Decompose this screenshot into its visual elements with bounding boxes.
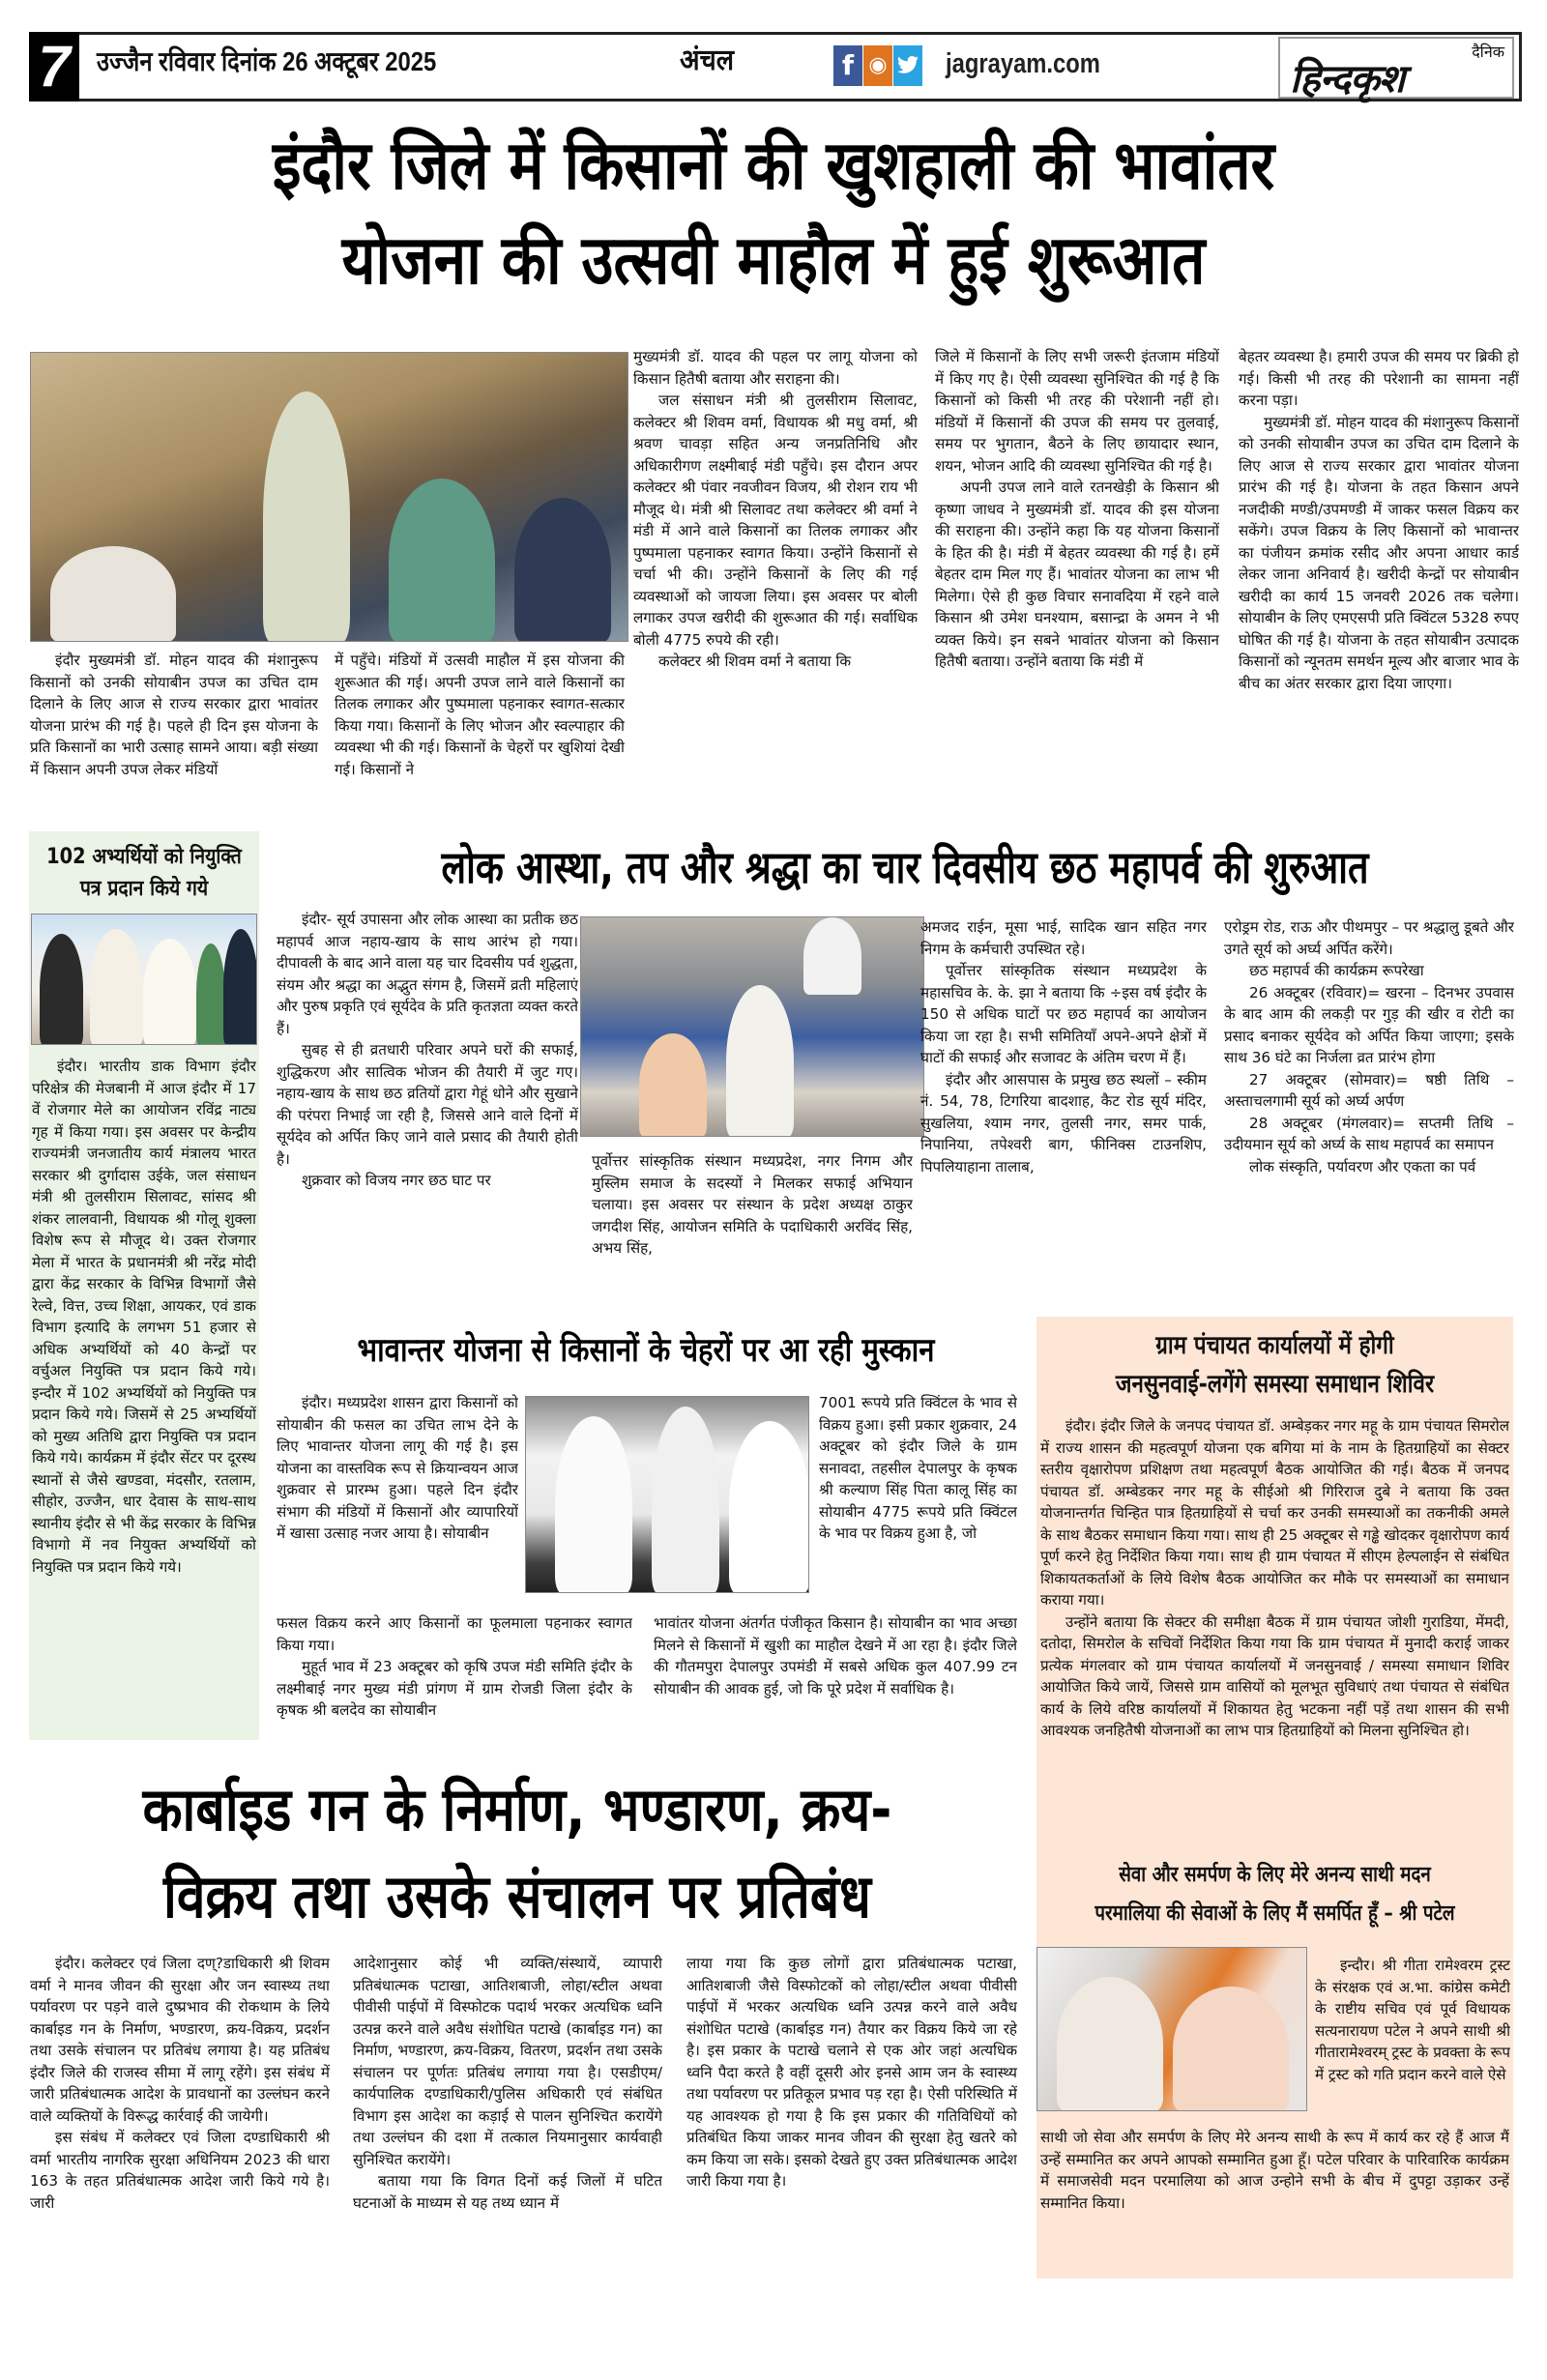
patel-side-text: इन्दौर। श्री गीता रामेश्वरम ट्रस्ट के संरक्षक एवं अ.भा. कांग्रेस कमेटी के राष्टीय सचिव एवं पूर्व विधायक सत्यनारायण पटेल ने अपने साथी श्री गीतारामेश्वरम् ट्रस्ट के प्रवक्ता के रूप में ट्रस्ट को गति प्रदान करने वाले ऐसे bbox=[1315, 1957, 1510, 2083]
rozgar-body: इंदौर। भारतीय डाक विभाग इंदौर परिक्षेत्र की मेजबानी में आज इंदौर में 17 वें रोजगार मेले का आयोजन रविंद्र नाट्य गृह में किया गया। इस अवसर पर केन्द्रीय राज्यमंत्री जनजातीय कार्य मंत्रालय भारत सरकार श्री दुर्गादास उईके, जल संसाधन मंत्री श्री तुलसीराम सिलावट, सांसद श्री शंकर लालवानी, विधायक श्री गोलू शुक्ला विशेष रूप से मौजूद थे। उक्त रोजगार मेला में भारत के प्रधानमंत्री श्री नरेंद्र मोदी द्वारा केंद्र सरकार के विभिन्न विभागों जैसे रेल्वे, वित्त, उच्च शिक्षा, आयकर, एवं डाक विभाग इत्यादि के लगभग 51 हजार से अधिक अभ्यर्थियों को 40 केन्द्रों पर वर्चुअल नियुक्ति पत्र प्रदान किये गये। इन्दौर में 102 अभ्यर्थियों को नियुक्ति पत्र प्रदान किये गये। जिसमें से 25 अभ्यर्थियों को मुख्य अतिथि द्वारा नियुक्ति पत्र प्रदान किये गये। कार्यक्रम में इंदौर सेंटर पर दूरस्थ स्थानों से जैसे खण्डवा, मंदसौर, रतलाम, सीहोर, उज्जैन, धार देवास के साथ-साथ स्थानीय इंदौर से भी केंद्र सरकार के विभिन्न विभागो में नव नियुक्त अभ्यर्थियों को नियुक्ति पत्र प्रदान किये गये। bbox=[32, 1058, 256, 1576]
rozgar-story-box bbox=[29, 831, 259, 1740]
brand-tagline: दैनिक bbox=[1472, 43, 1504, 61]
patel-headline-line1: सेवा और समर्पण के लिए मेरे अनन्य साथी मदन bbox=[1119, 1863, 1431, 1887]
lead-headline-line1: इंदौर जिले में किसानों की खुशहाली की भावांतर bbox=[272, 126, 1275, 205]
date-line: उज्जैन रविवार दिनांक 26 अक्टूबर 2025 bbox=[97, 46, 437, 76]
lead-photo-mandi bbox=[30, 352, 628, 642]
bhavantar-bottom-left: फसल विक्रय करने आए किसानों का फूलमाला पहनाकर स्वागत किया गया। मुहूर्त भाव में 23 अक्टूबर को कृषि उपज मंडी समिति इंदौर के लक्ष्मीबाई नगर मुख्य मंडी प्रांगण में ग्राम रोजडी जिला इंदौर के कृषक श्री बलदेव का सोयाबीन bbox=[277, 1614, 632, 1719]
carbide-col1: इंदौर। कलेक्टर एवं जिला दण्?डाधिकारी श्री शिवम वर्मा ने मानव जीवन की सुरक्षा और जन स्वास्थ्य तथा पर्यावरण पर पड़ने वाले दुष्प्रभाव की रोकथाम के लिये कार्बाइड गन के निर्माण, भण्डारण, क्रय-विक्रय, प्रदर्शन तथा उसके संचालन पर प्रतिबंध लगाया है। यह प्रतिबंध इंदौर जिले की राजस्व सीमा में लागू रहेंगे। इस संबंध में जारी प्रतिबंधात्मक आदेश के प्रावधानों का उल्लंघन करने वाले व्यक्तियों के विरूद्ध कार्रवाई की जायेगी। इस संबंध में कलेक्टर एवं जिला दण्डाधिकारी श्री वर्मा भारतीय नागरिक सुरक्षा अधिनियम 2023 की धारा 163 के तहत प्रतिबंधात्मक आदेश जारी किये गये है। जारी bbox=[30, 1955, 330, 2212]
bhavantar-bottom-right: भावांतर योजना अंतर्गत पंजीकृत किसान है। सोयाबीन का भाव अच्छा मिलने से किसानों में खुशी का माहौल देखने में आ रहा है। इंदौर जिले की गौतमपुरा देपालपुर उपमंडी में सबसे अधिक कुल 407.99 टन सोयाबीन की आवक हुई, जो कि पूरे प्रदेश में सर्वाधिक है। bbox=[654, 1614, 1017, 1698]
lead-col2: में पहुँचे। मंडियों में उत्सवी माहौल में इस योजना की शुरूआत की गई। अपनी उपज लाने वाले किसानों का तिलक लगाकर और पुष्पमाला पहनाकर स्वागत-सत्कार किया गया। किसानों के लिए भोजन और स्वल्पाहार की व्यवस्था भी की गई। किसानों के चेहरों पर खुशियां देखी गई। किसानों ने bbox=[335, 652, 625, 778]
bhavantar-col-right: 7001 रूपये प्रति क्विंटल के भाव से विक्रय हुआ। इसी प्रकार शुक्रवार, 24 अक्टूबर को इंदौर जिले के ग्राम सनावदा, तहसील देपालपुर के कृषक श्री कल्याण सिंह पिता कालू सिंह का सोयाबीन 4775 रूपये प्रति क्विंटल के भाव पर विक्रय हुआ है, जो bbox=[819, 1394, 1017, 1542]
bhavantar-headline: भावान्तर योजना से किसानों के चेहरों पर आ रही मुस्कान bbox=[357, 1331, 935, 1370]
carbide-col3: लाया गया कि कुछ लोगों द्वारा प्रतिबंधात्मक पटाखा, आतिशबाजी जैसे विस्फोटकों को लोहा/स्टील अथवा पीवीसी पाईपों में भरकर अत्यधिक ध्वनि उत्पन्न करने वाले अवैध संशोधित पटाखे (कार्बाइड गन) तैयार कर विक्रय किये जा रहे है। इस प्रकार के पटाखे चलाने से एक ओर जहां अत्यधिक ध्वनि पैदा करते है वहीं दूसरी ओर इनसे आम जन के स्वास्थ्य तथा पर्यावरण पर प्रतिकूल प्रभाव पड़ रहा है। ऐसी परिस्थिति में यह आवश्यक हो गया है कि इस प्रकार की गतिविधियों को प्रतिबंधित किया जाकर मानव जीवन की सुरक्षा हेतु खतरे को कम किया जा सके। इसको देखते हुए उक्त प्रतिबंधात्मक आदेश जारी किया गया है। bbox=[686, 1955, 1017, 2190]
brand-logo bbox=[1278, 37, 1514, 102]
facebook-icon[interactable]: f bbox=[833, 45, 862, 86]
gram-headline-line2: जनसुनवाई-लगेंगे समस्या समाधान शिविर bbox=[1115, 1370, 1435, 1399]
gram-patel-box bbox=[1036, 1317, 1513, 2278]
carbide-col2: आदेशानुसार कोई भी व्यक्ति/संस्थायें, व्यापारी प्रतिबंधात्मक पटाखा, आतिशबाजी, लोहा/स्टील अथवा पीवीसी पाईपों में विस्फोटक पदार्थ भरकर अत्यधिक ध्वनि उत्पन्न करने वाले अवैध संशोधित पटाखे (कार्बाइड गन) का निर्माण, भण्डारण, क्रय-विक्रय, वितरण, प्रदर्शन तथा उसके संचालन पर पूर्णतः प्रतिबंध लगाया गया है। एसडीएम/कार्यपालिक दण्डाधिकारी/पुलिस अधिकारी एवं संबंधित विभाग इस आदेश का कड़ाई से पालन सुनिश्चित करायेंगे तथा उल्लंघन की दशा में तत्काल नियमानुसार कार्यवाही सुनिश्चित करायेंगे। बताया गया कि विगत दिनों कई जिलों में घटित घटनाओं के माध्यम से यह तथ्य ध्यान में bbox=[353, 1955, 662, 2212]
twitter-icon[interactable] bbox=[893, 45, 922, 86]
chhath-col1: इंदौर- सूर्य उपासना और लोक आस्था का प्रतीक छठ महापर्व आज नहाय-खाय के साथ आरंभ हो गया। दीपावली के बाद आने वाला यह चार दिवसीय पर्व शुद्धता, संयम और श्रद्धा का अद्भुत संगम है, जिसमें व्रती महिलाएं और पुरुष प्रकृति एवं सूर्यदेव के प्रति कृतज्ञता व्यक्त करते हैं। सुबह से ही व्रतधारी परिवार अपने घरों की सफाई, शुद्धिकरण और सात्विक भोजन की तैयारी में जुट गए। नहाय-खाय के साथ छठ व्रतियों द्वारा गेहूं धोने और सुखाने की परंपरा निभाई जा रही है, जिससे आने वाले दिनों में सूर्यदेव को अर्पित किए जाने वाले प्रसाद की तैयारी होती है। शुक्रवार को विजय नगर छठ घाट पर bbox=[277, 911, 578, 1189]
section-name: अंचल bbox=[680, 44, 735, 77]
patel-bottom-text: साथी जो सेवा और समर्पण के लिए मेरे अनन्य साथी के रूप में कार्य कर रहे हैं आज मैं उन्हें सम्मानित कर अपने आपको सम्मानित हुआ हूँ। पटेल परिवार के पारिवारिक कार्यक्रम में समाजसेवी मदन परमालिया को आज उन्होने सभी के बीच में दुपट्टा उड़ाकर उन्हें सम्मानित किया। bbox=[1040, 2129, 1509, 2212]
chhath-photo bbox=[580, 916, 924, 1137]
website-link[interactable]: jagrayam.com bbox=[946, 48, 1100, 79]
gram-headline-line1: ग्राम पंचायत कार्यालयों में होगी bbox=[1155, 1331, 1394, 1360]
chhath-headline: लोक आस्था, तप और श्रद्धा का चार दिवसीय छठ महापर्व की शुरुआत bbox=[441, 841, 1369, 893]
bhavantar-col1: इंदौर। मध्यप्रदेश शासन द्वारा किसानों को सोयाबीन की फसल का उचित लाभ देने के लिए भावान्तर योजना लागू की गई है। इस योजना का वास्तविक रूप से क्रियान्वयन आज शुक्रवार से प्रारम्भ हुआ। पहले दिन इंदौर संभाग की मंडियों में किसानों और व्यापारियों में खासा उत्साह नजर आया है। सोयाबीन bbox=[277, 1394, 518, 1542]
lead-col1: इंदौर मुख्यमंत्री डॉ. मोहन यादव की मंशानुरूप किसानों को उनकी सोयाबीन उपज का उचित दाम दिलाने के लिए आज से राज्य सरकार द्वारा भावांतर योजना प्रारंभ की गई है। पहले ही दिन इस योजना के प्रति किसानों का भारी उत्साह सामने आया। बड़ी संख्या में किसान अपनी उपज लेकर मंडियों bbox=[30, 652, 318, 778]
gram-body: इंदौर। इंदौर जिले के जनपद पंचायत डॉ. अम्बेड़कर नगर महू के ग्राम पंचायत सिमरोल में राज्य शासन की महत्वपूर्ण योजना एक बगिया मां के नाम के हितग्राहियों का सेक्टर स्तरीय वृक्षारोपण प्रशिक्षण तथा महत्वपूर्ण बैठक आयोजित की गई। बैठक में जनपद पंचायत डॉ. अम्बेडकर नगर महू के सीईओ श्री गिरिराज दुबे ने बताया कि उक्त योजनान्तर्गत चिन्हित पात्र हितग्राहियों से चर्चा कर उनकी समस्याओं का तकनीकी अमले के साथ बैठकर समाधान किया गया। साथ ही 25 अक्टूबर से गड्ढे खोदकर वृक्षारोपण कार्य पूर्ण करने हेतु निर्देशित किया गया। साथ ही ग्राम पंचायत में सीएम हेल्पलाईन से संबंधित शिकायतकर्ताओं के लिये विशेष बैठक आयोजित कर मौके पर समस्याओं का समाधान कराया गया। उन्होंने बताया कि सेक्टर की समीक्षा बैठक में ग्राम पंचायत जोशी गुराडिया, मेंमदी, दतोदा, सिमरोल के सचिवों निर्देशित किया गया कि ग्राम पंचायत में मुनादी कराई जाकर प्रत्येक मंगलवार को ग्राम पंचायत कार्यालयों में जनसुनवाई / समस्या समाधान शिविर आयोजित किये जायें, जिससे ग्राम वासियों को मूलभूत सुविधाएं तथा पंचायत से संबंधित कार्य के लिये वरिष्ठ कार्यालयों में शिकायत हेतु भटकना नहीं पड़ें तथा शासन की सभी आवश्यक जनहितैषी योजनाओं का लाभ पात्र हितग्राहियों को मिलना सुनिश्चित हो। bbox=[1040, 1417, 1509, 1739]
chhath-col3: अमजद राईन, मूसा भाई, सादिक खान सहित नगर निगम के कर्मचारी उपस्थित रहे। पूर्वोत्तर सांस्कृतिक संस्थान मध्यप्रदेश के महासचिव के. के. झा ने बताया कि ÷इस वर्ष इंदौर के 150 से अधिक घाटों पर छठ महापर्व का आयोजन किया जा रहा है। सभी समितियाँ अपने-अपने क्षेत्रों में घाटों की सफाई और सजावट के अंतिम चरण में हैं। इंदौर और आसपास के प्रमुख छठ स्थलों – स्कीम नं. 54, 78, टिगरिया बादशाह, कैट रोड सूर्य मंदिर, सुखलिया, श्याम नगर, तुलसी नगर, समर पार्क, निपानिया, तपेश्वरी बाग, फीनिक्स टाउनशिप, पिपलियाहाना तालाब, bbox=[920, 918, 1207, 1175]
page-number: 7 bbox=[29, 32, 79, 102]
carbide-headline-line1: कार्बाइड गन के निर्माण, भण्डारण, क्रय- bbox=[142, 1774, 892, 1844]
lead-col4: जिले में किसानों के लिए सभी जरूरी इंतजाम मंडियों में किए गए है। ऐसी व्यवस्था सुनिश्चित की गई है कि किसानों को किसी भी तरह की परेशानी नहीं हो। मंडियों में किसानों की उपज की समय पर तुलवाई, समय पर भुगतान, बैठने के लिए छायादार स्थान, शयन, भोजन आदि की व्यवस्था सुनिश्चित की गई है। अपनी उपज लाने वाले रतनखेड़ी के किसान श्री कृष्णा जाधव ने मुख्यमंत्री डॉ. यादव की इस योजना की सराहना की। उन्होंने कहा कि यह योजना किसानों के हित की है। मंडी में बेहतर व्यवस्था की गई है। हमें बेहतर दाम मिल गए हैं। भावांतर योजना का लाभ भी मिलेगा। ऐसे ही कुछ विचार सनावदिया में रहने वाले किसान श्री उमेश घनश्याम, बसान्द्रा के अमन ने भी व्यक्त किये। इन सबने भावांतर योजना को किसान हितैषी बताया। उन्होंने बताया कि मंडी में bbox=[935, 348, 1219, 670]
lead-col3: मुख्यमंत्री डॉ. यादव की पहल पर लागू योजना को किसान हितैषी बताया और सराहना की। जल संसाधन मंत्री श्री तुलसीराम सिलावट, कलेक्टर श्री शिवम वर्मा, विधायक श्री मधु वर्मा, श्री श्रवण चावड़ा सहित अन्य जनप्रतिनिधि और अधिकारीगण लक्ष्मीबाई मंडी पहुँचे। इस दौरान अपर कलेक्टर श्री पंवार नवजीवन विजय, श्री रोशन राय भी मौजूद थे। मंत्री श्री सिलावट तथा कलेक्टर श्री वर्मा ने मंडी में आने वाले किसानों का तिलक लगाकर और पुष्पमाला पहनाकर स्वागत किया। उन्होंने किसानों से चर्चा भी की। उन्होंने किसानों के लिए की गई व्यवस्थाओं को जायजा लिया। इस अवसर पर बोली लगाकर उपज खरीदी की शुरूआत की गई। सर्वाधिक बोली 4775 रुपये की रही। कलेक्टर श्री शिवम वर्मा ने बताया कि bbox=[633, 348, 918, 670]
lead-col5: बेहतर व्यवस्था है। हमारी उपज की समय पर ब्रिकी हो गई। किसी भी तरह की परेशानी का सामना नहीं करना पड़ा। मुख्यमंत्री डॉ. मोहन यादव की मंशानुरूप किसानों को उनकी सोयाबीन उपज का उचित दाम दिलाने के लिए आज से राज्य सरकार द्वारा भावांतर योजना प्रारंभ की गई है। योजना के तहत किसान अपने नजदीकी मण्डी/उपमण्डी में जाकर फसल विक्रय कर सकेंगे। उपज विक्रय के लिए किसानों को भावान्तर का पंजीयन क्रमांक रसीद और अपना आधार कार्ड लेकर जाना अनिवार्य है। खरीदी केन्द्रों पर सोयाबीन खरीदी का कार्य 15 जनवरी 2026 तक चलेगा। सोयाबीन के लिए एमएसपी प्रति क्विंटल 5328 रुपए घोषित की गई है। योजना के तहत सोयाबीन उत्पादक किसानों को न्यूनतम समर्थन मूल्य और बाजार भाव के बीच का अंतर सरकार द्वारा दिया जाएगा। bbox=[1239, 348, 1519, 692]
carbide-headline-line2: विक्रय तथा उसके संचालन पर प्रतिबंध bbox=[163, 1861, 871, 1931]
rozgar-headline: 102 अभ्यर्थियों को नियुक्ति पत्र प्रदान किये गये bbox=[46, 845, 242, 901]
brand-name: हिन्दकृश bbox=[1290, 56, 1405, 102]
lead-headline-line2: योजना की उत्सवी माहौल में हुई शुरूआत bbox=[341, 220, 1206, 300]
rss-icon[interactable]: ◉ bbox=[863, 45, 892, 86]
chhath-col4: एरोड्रम रोड, राऊ और पीथमपुर – पर श्रद्धालु डूबते और उगते सूर्य को अर्घ्य अर्पित करेंगे। छठ महापर्व की कार्यक्रम रूपरेखा 26 अक्टूबर (रविवार)= खरना – दिनभर उपवास के बाद आम की लकड़ी पर गुड़ की खीर व रोटी का प्रसाद बनाकर सूर्यदेव को अर्पित किया जाएगा; इसके साथ 36 घंटे का निर्जला व्रत प्रारंभ होगा 27 अक्टूबर (सोमवार)= षष्ठी तिथि – अस्ताचलगामी सूर्य को अर्घ्य अर्पण 28 अक्टूबर (मंगलवार)= सप्तमी तिथि – उदीयमान सूर्य को अर्घ्य के साथ महापर्व का समापन लोक संस्कृति, पर्यावरण और एकता का पर्व bbox=[1224, 918, 1514, 1175]
chhath-col2: पूर्वोत्तर सांस्कृतिक संस्थान मध्यप्रदेश, नगर निगम और मुस्लिम समाज के सदस्यों ने मिलकर सफाई अभियान चलाया। इस अवसर पर संस्थान के प्रदेश अध्यक्ष ठाकुर जगदीश सिंह, आयोजन समिति के पदाधिकारी अरविंद सिंह, अभय सिंह, bbox=[592, 1152, 913, 1257]
patel-headline-line2: परमालिया की सेवाओं के लिए मैं समर्पित हूँ – श्री पटेल bbox=[1095, 1901, 1455, 1926]
bhavantar-photo bbox=[525, 1396, 809, 1593]
patel-photo bbox=[1036, 1947, 1307, 2111]
rozgar-photo bbox=[31, 914, 257, 1045]
